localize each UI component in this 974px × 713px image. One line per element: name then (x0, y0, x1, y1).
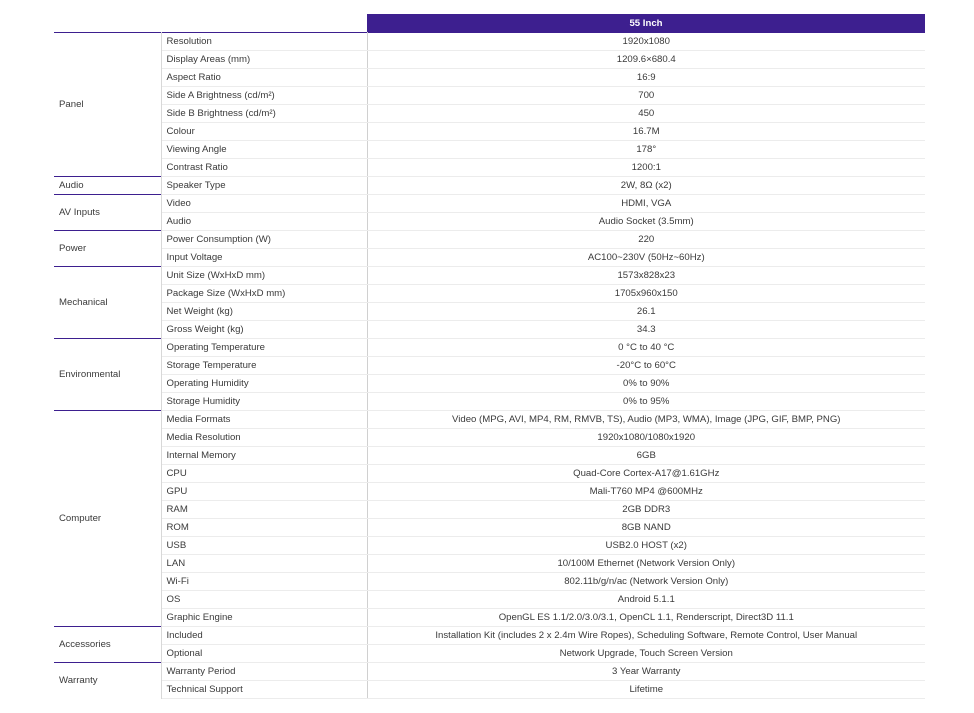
spec-row (54, 627, 925, 645)
spec-label: LAN (161, 555, 367, 573)
spec-value: Android 5.1.1 (367, 591, 925, 609)
spec-row (54, 159, 925, 177)
spec-row (54, 141, 925, 159)
spec-label: Media Resolution (161, 429, 367, 447)
spec-row (54, 51, 925, 69)
spec-value: 6GB (367, 447, 925, 465)
spec-value: 3 Year Warranty (367, 663, 925, 681)
spec-value: 8GB NAND (367, 519, 925, 537)
spec-label: Resolution (161, 33, 367, 51)
spec-row (54, 339, 925, 357)
spec-value: 34.3 (367, 321, 925, 339)
spec-row (54, 483, 925, 501)
spec-row (54, 465, 925, 483)
spec-row (54, 447, 925, 465)
spec-value: Quad-Core Cortex-A17@1.61GHz (367, 465, 925, 483)
spec-label: CPU (161, 465, 367, 483)
spec-label: Internal Memory (161, 447, 367, 465)
spec-row (54, 573, 925, 591)
spec-value: HDMI, VGA (367, 195, 925, 213)
spec-label: Wi-Fi (161, 573, 367, 591)
spec-label: Audio (161, 213, 367, 231)
spec-label: Gross Weight (kg) (161, 321, 367, 339)
group-label: Environmental (54, 339, 161, 411)
spec-row (54, 501, 925, 519)
spec-label: ROM (161, 519, 367, 537)
spec-row (54, 213, 925, 231)
spec-row (54, 33, 925, 51)
spec-row (54, 357, 925, 375)
spec-row (54, 663, 925, 681)
spec-row (54, 87, 925, 105)
spec-label: OS (161, 591, 367, 609)
spec-row (54, 429, 925, 447)
spec-row (54, 195, 925, 213)
spec-label: Net Weight (kg) (161, 303, 367, 321)
spec-value: 1705x960x150 (367, 285, 925, 303)
spec-value: Network Upgrade, Touch Screen Version (367, 645, 925, 663)
group-label: Panel (54, 33, 161, 177)
spec-row (54, 321, 925, 339)
spec-label: Warranty Period (161, 663, 367, 681)
spec-row (54, 609, 925, 627)
group-label: Power (54, 231, 161, 267)
header-spacer (54, 14, 161, 33)
model-header: 55 Inch (367, 14, 925, 33)
spec-row (54, 267, 925, 285)
spec-table (54, 14, 925, 699)
spec-label: Aspect Ratio (161, 69, 367, 87)
spec-value: 1920x1080 (367, 33, 925, 51)
spec-label: RAM (161, 501, 367, 519)
spec-label: Unit Size (WxHxD mm) (161, 267, 367, 285)
spec-label: Technical Support (161, 681, 367, 699)
spec-row (54, 411, 925, 429)
spec-label: Contrast Ratio (161, 159, 367, 177)
group-label: Mechanical (54, 267, 161, 339)
spec-row (54, 537, 925, 555)
spec-value: 1209.6×680.4 (367, 51, 925, 69)
spec-value: 0% to 95% (367, 393, 925, 411)
spec-label: Media Formats (161, 411, 367, 429)
spec-row (54, 591, 925, 609)
spec-label: Operating Humidity (161, 375, 367, 393)
spec-value: Installation Kit (includes 2 x 2.4m Wire Ropes), Scheduling Software, Remote Control, User Manual (367, 627, 925, 645)
spec-value: 0% to 90% (367, 375, 925, 393)
spec-row (54, 249, 925, 267)
spec-value: -20°C to 60°C (367, 357, 925, 375)
spec-value: 2W, 8Ω (x2) (367, 177, 925, 195)
spec-value: 1920x1080/1080x1920 (367, 429, 925, 447)
spec-value: AC100~230V (50Hz~60Hz) (367, 249, 925, 267)
spec-label: Optional (161, 645, 367, 663)
spec-value: 16.7M (367, 123, 925, 141)
spec-value: 26.1 (367, 303, 925, 321)
spec-label: Power Consumption (W) (161, 231, 367, 249)
spec-value: 16:9 (367, 69, 925, 87)
group-label: Accessories (54, 627, 161, 663)
spec-row (54, 285, 925, 303)
spec-row (54, 519, 925, 537)
spec-row (54, 645, 925, 663)
spec-label: Input Voltage (161, 249, 367, 267)
spec-value: Video (MPG, AVI, MP4, RM, RMVB, TS), Audio (MP3, WMA), Image (JPG, GIF, BMP, PNG) (367, 411, 925, 429)
spec-row (54, 69, 925, 87)
spec-label: Side A Brightness (cd/m²) (161, 87, 367, 105)
spec-label: Operating Temperature (161, 339, 367, 357)
spec-table-body (54, 14, 925, 699)
spec-value: Mali-T760 MP4 @600MHz (367, 483, 925, 501)
group-label: Warranty (54, 663, 161, 699)
spec-row (54, 555, 925, 573)
spec-value: 450 (367, 105, 925, 123)
spec-label: Graphic Engine (161, 609, 367, 627)
spec-label: Included (161, 627, 367, 645)
spec-value: 10/100M Ethernet (Network Version Only) (367, 555, 925, 573)
spec-value: Audio Socket (3.5mm) (367, 213, 925, 231)
spec-row (54, 177, 925, 195)
spec-value: USB2.0 HOST (x2) (367, 537, 925, 555)
spec-label: USB (161, 537, 367, 555)
group-label: Audio (54, 177, 161, 195)
spec-label: Storage Temperature (161, 357, 367, 375)
spec-label: Colour (161, 123, 367, 141)
spec-value: 2GB DDR3 (367, 501, 925, 519)
spec-value: 220 (367, 231, 925, 249)
spec-value: OpenGL ES 1.1/2.0/3.0/3.1, OpenCL 1.1, Renderscript, Direct3D 11.1 (367, 609, 925, 627)
spec-label: Storage Humidity (161, 393, 367, 411)
spec-label: GPU (161, 483, 367, 501)
spec-label: Viewing Angle (161, 141, 367, 159)
spec-row (54, 681, 925, 699)
group-label: Computer (54, 411, 161, 627)
header-row (54, 14, 925, 33)
header-spacer (161, 14, 367, 33)
spec-row (54, 375, 925, 393)
spec-value: 700 (367, 87, 925, 105)
spec-label: Video (161, 195, 367, 213)
spec-label: Package Size (WxHxD mm) (161, 285, 367, 303)
spec-row (54, 303, 925, 321)
spec-row (54, 231, 925, 249)
spec-value: 1573x828x23 (367, 267, 925, 285)
spec-label: Speaker Type (161, 177, 367, 195)
spec-value: 1200:1 (367, 159, 925, 177)
spec-value: 802.11b/g/n/ac (Network Version Only) (367, 573, 925, 591)
spec-row (54, 393, 925, 411)
spec-value: Lifetime (367, 681, 925, 699)
spec-value: 0 °C to 40 °C (367, 339, 925, 357)
spec-label: Display Areas (mm) (161, 51, 367, 69)
spec-row (54, 123, 925, 141)
spec-label: Side B Brightness (cd/m²) (161, 105, 367, 123)
spec-value: 178° (367, 141, 925, 159)
spec-row (54, 105, 925, 123)
group-label: AV Inputs (54, 195, 161, 231)
